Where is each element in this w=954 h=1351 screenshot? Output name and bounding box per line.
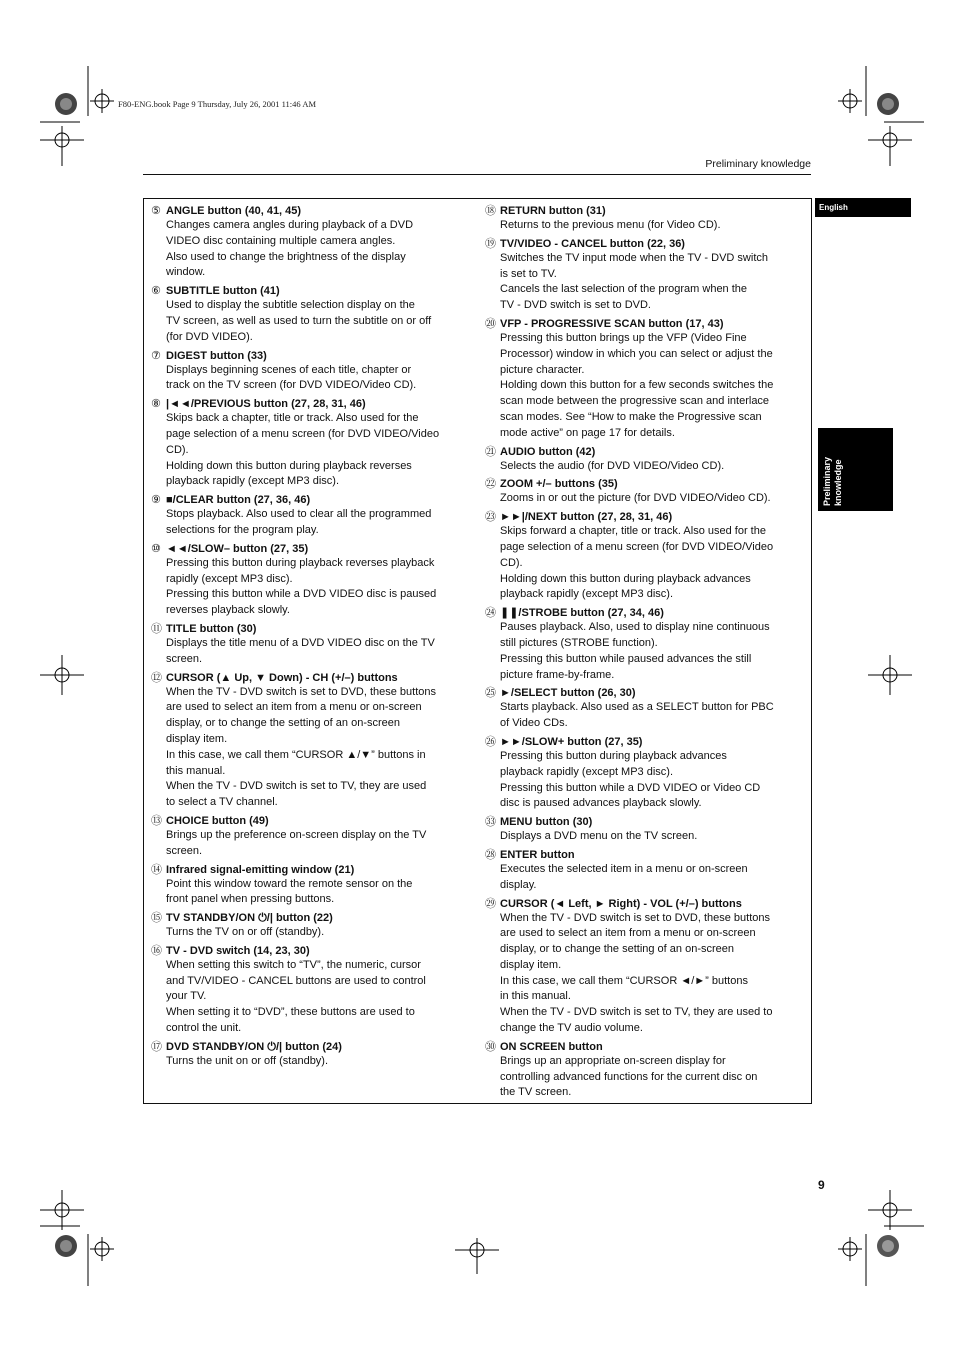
entry-title: DVD STANDBY/ON ⏻/| button (24) — [166, 1040, 342, 1053]
entry-description: When the TV - DVD switch is set to DVD, these buttons are used to select an item from a menu or on-screen display, or to change the setting of an on-screen display item. In this case, we call them “CURSOR ◄/►” buttons in this manual. When the TV - DVD switch is set to TV, they are used to change the TV audio volume. — [500, 911, 773, 1035]
entry-title: AUDIO button (42) — [500, 445, 596, 458]
entry-heading — [485, 897, 803, 911]
entry-description: Changes camera angles during playback of a DVD VIDEO disc containing multiple camera angles. Also used to change the brightness of the display window. — [166, 219, 414, 279]
entry-number: ⑱ — [485, 205, 496, 217]
section-tab — [818, 428, 893, 511]
entry-title: RETURN button (31) — [500, 205, 606, 217]
entry-description: Displays the title menu of a DVD VIDEO disc on the TV screen. — [166, 636, 435, 665]
button-entry — [151, 349, 459, 395]
registration-mark-bottom-center — [455, 1238, 501, 1278]
entry-description: When the TV - DVD switch is set to DVD, these buttons are used to select an item from a menu or on-screen display, or to change the setting of an on-screen display item. In this case, we call them “CURSOR ▲/▼” buttons in this manual. When the TV - DVD switch is set to TV, they are used to select a TV channel. — [166, 685, 437, 809]
entry-description: Starts playback. Also used as a SELECT button for PBC of Video CDs. — [500, 701, 774, 730]
entry-heading — [485, 815, 803, 829]
entry-title: ►►/SLOW+ button (27, 35) — [500, 735, 643, 748]
entry-heading — [151, 284, 459, 298]
entry-description: Pressing this button during playback advances playback rapidly (except MP3 disc). Pressing this button while a DVD VIDEO or Video CD disc is paused advances playback slowly. — [500, 749, 761, 810]
print-info: F80-ENG.book Page 9 Thursday, July 26, 2001 11:46 AM — [118, 99, 317, 109]
entry-heading — [485, 686, 803, 700]
button-entry — [151, 814, 459, 860]
entry-heading — [151, 493, 459, 507]
entry-number: ⑥ — [151, 285, 161, 298]
entry-number: ⑤ — [151, 205, 161, 217]
entry-heading — [485, 237, 803, 251]
entry-number: ⑫ — [151, 671, 162, 684]
entry-title: VFP - PROGRESSIVE SCAN button (17, 43) — [500, 317, 724, 330]
entry-heading — [151, 542, 459, 556]
entry-description: Brings up the preference on-screen display on the TV screen. — [166, 828, 427, 857]
registration-mark-right-middle — [868, 655, 914, 695]
entry-heading — [151, 1040, 459, 1054]
crop-mark-bottom-left — [40, 1190, 140, 1286]
entry-description: Brings up an appropriate on-screen display for controlling advanced functions for the current disc on the TV screen. — [500, 1054, 758, 1099]
entry-number: ⑰ — [151, 1040, 162, 1053]
language-tab: English — [815, 198, 911, 217]
entry-number: ⑭ — [151, 863, 162, 876]
page-number: 9 — [818, 1178, 825, 1192]
entry-heading — [151, 671, 459, 685]
entry-description: Pauses playback. Also, used to display nine continuous still pictures (STROBE function). Pressing this button while paused advances the still picture frame-by-frame. — [500, 621, 770, 681]
entry-title: TV STANDBY/ON ⏻/| button (22) — [166, 912, 333, 925]
button-entry — [151, 863, 459, 909]
button-entry — [151, 671, 459, 811]
button-entry — [485, 606, 803, 683]
button-descriptions-box — [143, 198, 812, 1104]
entry-heading — [151, 349, 459, 363]
button-entry — [151, 493, 459, 539]
button-entry — [485, 317, 803, 442]
button-entry — [485, 204, 803, 234]
entry-number: ㉝ — [485, 816, 496, 829]
entry-description: Zooms in or out the picture (for DVD VIDEO/Video CD). — [500, 492, 771, 505]
entry-number: ⑲ — [485, 237, 496, 250]
entry-title: ■/CLEAR button (27, 36, 46) — [166, 494, 311, 507]
entry-description: Turns the TV on or off (standby). — [166, 926, 325, 939]
entry-title: ON SCREEN button — [500, 1040, 603, 1053]
entry-heading — [485, 1040, 803, 1054]
entry-title: SUBTITLE button (41) — [166, 285, 280, 298]
entry-heading — [485, 445, 803, 459]
entry-title: CURSOR (◄ Left, ► Right) - VOL (+/–) buttons — [500, 897, 742, 910]
button-entry — [151, 542, 459, 619]
button-entry — [485, 445, 803, 475]
entry-title: Infrared signal-emitting window (21) — [166, 863, 355, 876]
entry-number: ⑬ — [151, 814, 162, 827]
button-entry — [485, 815, 803, 845]
entry-description: Stops playback. Also used to clear all the programmed selections for the program play. — [166, 508, 432, 536]
entry-heading — [151, 863, 459, 877]
entry-number: ⑮ — [151, 912, 162, 925]
button-entry — [151, 1040, 459, 1070]
button-entry — [151, 284, 459, 345]
entry-heading — [151, 397, 459, 411]
button-entry — [485, 477, 803, 507]
crop-mark-bottom-right — [814, 1190, 924, 1286]
entry-title: |◄◄/PREVIOUS button (27, 28, 31, 46) — [166, 398, 366, 411]
entry-title: ►►|/NEXT button (27, 28, 31, 46) — [500, 511, 673, 524]
running-head: Preliminary knowledge — [705, 158, 811, 170]
entry-title: ❚❚/STROBE button (27, 34, 46) — [500, 607, 664, 620]
entry-number: ㉘ — [485, 848, 496, 861]
entry-title: ZOOM +/– buttons (35) — [500, 478, 618, 491]
entry-number: ㉚ — [485, 1040, 496, 1053]
entry-heading — [485, 735, 803, 749]
button-entry — [151, 944, 459, 1037]
button-entry — [485, 897, 803, 1037]
entry-description: Displays a DVD menu on the TV screen. — [500, 830, 698, 843]
entry-description: Selects the audio (for DVD VIDEO/Video CD). — [500, 459, 725, 472]
entry-heading — [151, 911, 459, 925]
button-entry — [485, 686, 803, 732]
entry-heading — [485, 477, 803, 491]
entry-number: ㉓ — [485, 511, 496, 524]
entry-title: TITLE button (30) — [166, 622, 257, 635]
entry-description: Displays beginning scenes of each title, chapter or track on the TV screen (for DVD VIDEO/Video CD). — [166, 363, 417, 392]
entry-number: ㉔ — [485, 607, 496, 620]
entry-number: ⑯ — [151, 944, 162, 957]
entry-description: Switches the TV input mode when the TV - DVD switch is set to TV. Cancels the last selection of the program when the TV - DVD switch is set to DVD. — [500, 251, 768, 312]
entry-number: ⑨ — [151, 494, 161, 507]
entry-number: ⑦ — [151, 349, 161, 362]
entry-heading — [485, 317, 803, 331]
entry-number: ㉑ — [485, 445, 496, 458]
button-entry — [485, 237, 803, 314]
button-entry — [151, 622, 459, 668]
entry-title: MENU button (30) — [500, 816, 593, 829]
entry-title: ►/SELECT button (26, 30) — [500, 687, 636, 700]
entry-description: Point this window toward the remote sensor on the front panel when pressing buttons. — [166, 877, 413, 906]
entry-heading — [151, 204, 459, 218]
button-entry — [485, 848, 803, 894]
button-entry — [485, 510, 803, 603]
entry-description: Turns the unit on or off (standby). — [166, 1054, 329, 1067]
entry-title: ANGLE button (40, 41, 45) — [166, 205, 302, 217]
entry-heading — [485, 204, 803, 218]
left-column — [151, 204, 459, 1073]
entry-heading — [485, 606, 803, 620]
entry-number: ⑧ — [151, 398, 161, 411]
entry-number: ㉕ — [485, 687, 496, 700]
entry-title: DIGEST button (33) — [166, 349, 267, 362]
entry-title: ◄◄/SLOW– button (27, 35) — [166, 542, 309, 555]
entry-heading — [151, 814, 459, 828]
entry-number: ⑪ — [151, 622, 162, 635]
entry-heading — [151, 944, 459, 958]
button-entry — [151, 397, 459, 490]
crop-mark-top-left — [40, 66, 140, 166]
entry-description: Executes the selected item in a menu or on-screen display. — [500, 862, 748, 891]
button-entry — [151, 204, 459, 281]
entry-description: Pressing this button brings up the VFP (Video Fine Processor) window in which you can select or adjust the picture character. Holding down this button for a few seconds switches the scan mode between the progressive scan and interlace scan modes. See “How to make the Progressive scan mode active” on page 17 for details. — [500, 331, 774, 439]
entry-heading — [151, 622, 459, 636]
entry-description: Used to display the subtitle selection display on the TV screen, as well as used to turn the subtitle on or off (for DVD VIDEO). — [166, 299, 432, 343]
entry-title: ENTER button — [500, 848, 575, 861]
entry-number: ㉙ — [485, 897, 496, 910]
entry-description: Returns to the previous menu (for Video CD). — [500, 219, 721, 231]
button-entry — [151, 911, 459, 941]
button-entry — [485, 735, 803, 812]
header-rule — [143, 174, 811, 175]
entry-heading — [485, 848, 803, 862]
entry-number: ⑳ — [485, 317, 496, 330]
entry-heading — [485, 510, 803, 524]
entry-description: Pressing this button during playback reverses playback rapidly (except MP3 disc). Pressing this button while a DVD VIDEO disc is paused reverses playback slowly. — [166, 556, 437, 617]
entry-title: CURSOR (▲ Up, ▼ Down) - CH (+/–) buttons — [166, 671, 398, 684]
entry-number: ㉖ — [485, 735, 496, 748]
entry-description: When setting this switch to “TV”, the numeric, cursor and TV/VIDEO - CANCEL buttons are used to control your TV. When setting it to “DVD”, these buttons are used to control the unit. — [166, 958, 426, 1035]
button-entry — [485, 1040, 803, 1101]
entry-title: TV/VIDEO - CANCEL button (22, 36) — [500, 237, 685, 250]
entry-description: Skips back a chapter, title or track. Also used for the page selection of a menu screen (for DVD VIDEO/Video CD). Holding down this button during playback reverses playback rapidly (except MP3 disc). — [166, 412, 440, 488]
entry-title: CHOICE button (49) — [166, 814, 269, 827]
crop-mark-top-right — [814, 66, 924, 166]
registration-mark-left-middle — [40, 655, 86, 695]
right-column — [485, 204, 803, 1104]
entry-title: TV - DVD switch (14, 23, 30) — [166, 944, 310, 957]
section-tab-label: Preliminary knowledge — [822, 456, 843, 506]
entry-description: Skips forward a chapter, title or track. Also used for the page selection of a menu screen (for DVD VIDEO/Video CD). Holding down this button during playback advances playback rapidly (except MP3 disc). — [500, 525, 774, 601]
entry-number: ㉒ — [485, 478, 496, 491]
entry-number: ⑩ — [151, 542, 161, 555]
